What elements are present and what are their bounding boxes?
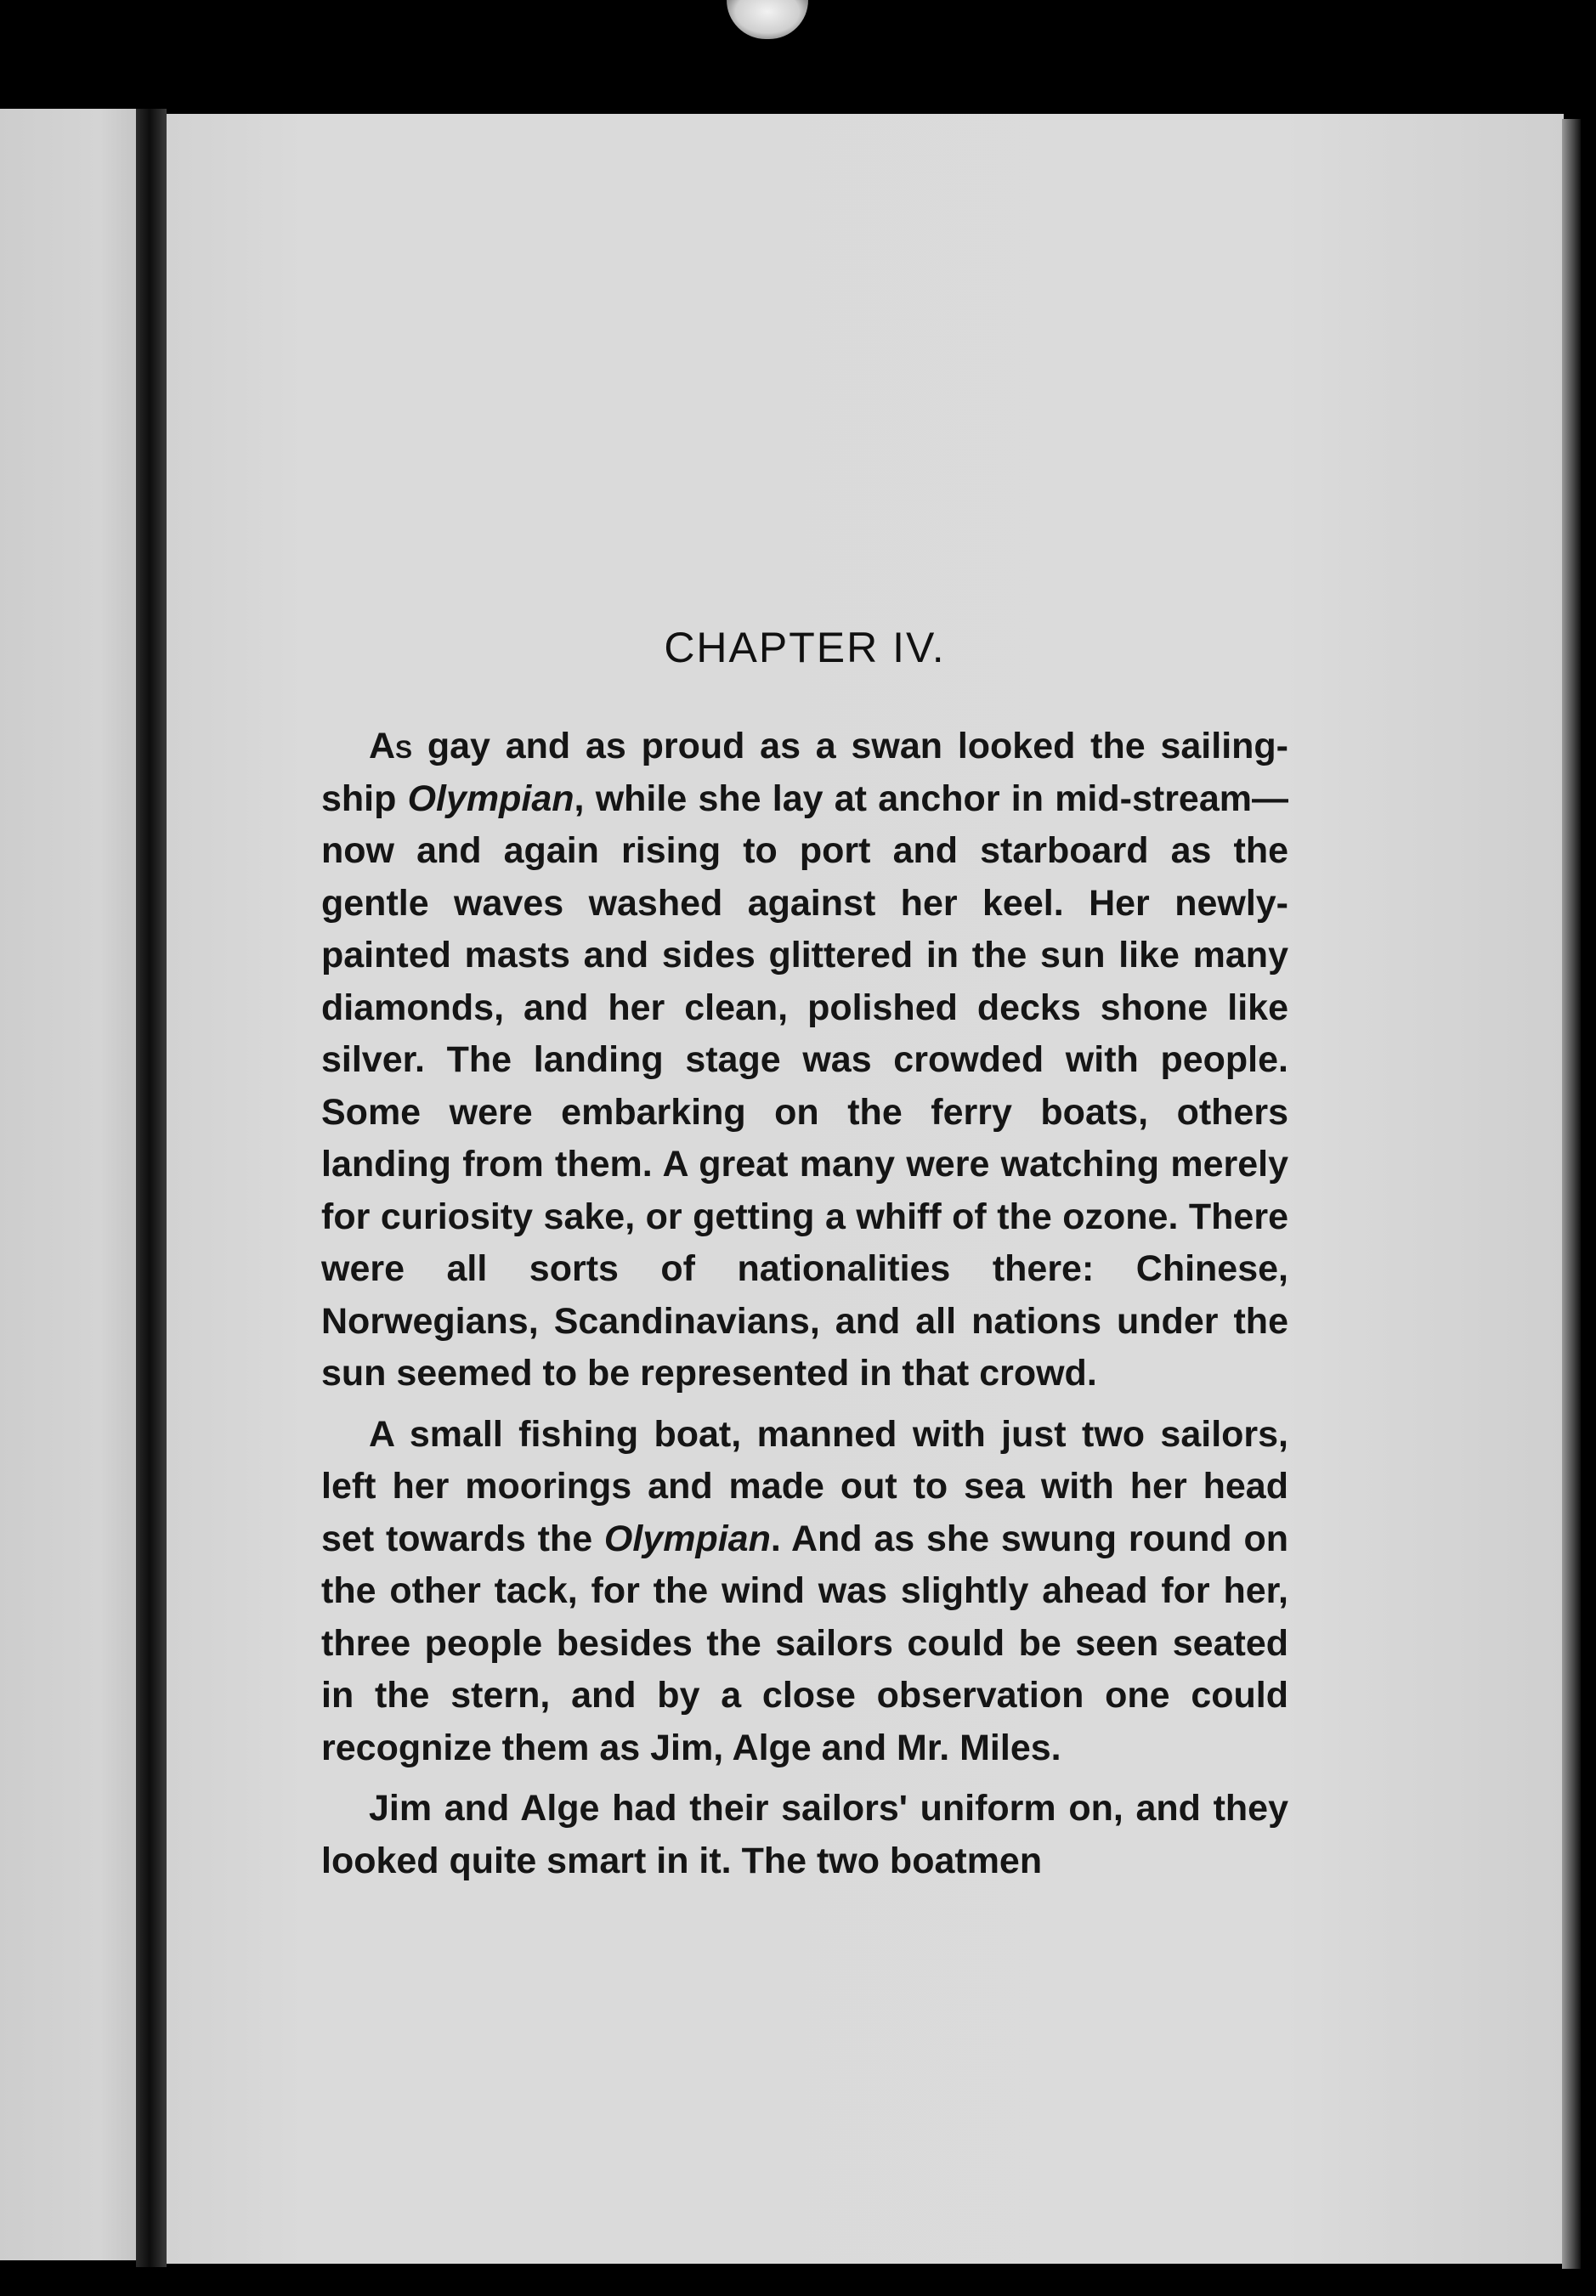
paragraph-2 — [321, 1409, 1288, 1775]
book-binding — [136, 109, 167, 2267]
page-edge — [1562, 119, 1581, 2269]
paragraph-1 — [321, 721, 1288, 1400]
ship-name: Olympian — [603, 1518, 771, 1559]
scan-blot — [727, 0, 808, 39]
paragraph-text: Jim and Alge had their sailors' uniform on, and they looked quite smart in it. The two boatmen — [321, 1788, 1288, 1881]
paragraph-text: , while she lay at anchor in mid-stream—now and again rising to port and starboard as the gentle waves washed against her keel. Her newly-painted masts and sides glittered in the sun like many diamonds, and her clean, polished decks shone like silver. The landing stage was crowded with people. Some were embarking on the ferry boats, others landing from them. A great many were watching merely for curiosity sake, or getting a whiff of the ozone. There were all sorts of nationalities there: Chinese, Norwegians, Scandinavians, and all nations under the sun seemed to be represented in that crowd. — [321, 778, 1288, 1394]
paragraph-3 — [321, 1783, 1288, 1887]
page-text — [321, 619, 1288, 1896]
facing-page — [0, 109, 143, 2260]
paragraph-text: . And as she swung round on the other tack, for the wind was slightly ahead for her, three people besides the sailors could be seen seated in the stern, and by a close observation one could recognize them as Jim, Alge and Mr. Miles. — [321, 1518, 1288, 1768]
paragraph-text: gay and as proud as a swan looked the sailing-ship — [321, 726, 1288, 819]
chapter-title: CHAPTER IV. — [664, 624, 946, 671]
paragraph-lead: As — [369, 726, 413, 766]
paragraph-text: A small fishing boat, manned with just two sailors, left her moorings and made out to sea with her head set towards the — [321, 1413, 1288, 1559]
ship-name: Olympian — [407, 778, 574, 819]
